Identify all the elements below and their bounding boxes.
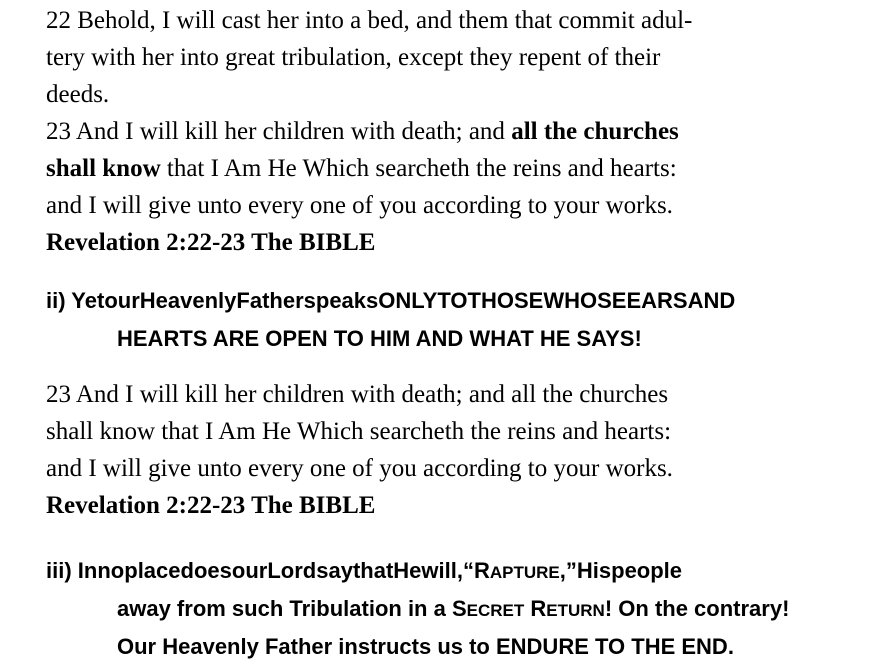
point-word: no	[97, 558, 125, 583]
point-word: will,	[421, 558, 463, 583]
point-ii	[46, 282, 862, 358]
point-text: away from such Tribulation in a	[117, 596, 452, 621]
point-word: place	[124, 558, 181, 583]
scripture-block-1	[46, 2, 692, 261]
point-word: He	[393, 558, 422, 583]
point-word: say	[316, 558, 353, 583]
punctuation: ,”	[559, 558, 577, 583]
point-word: that	[352, 558, 394, 583]
point-word: In	[77, 558, 98, 583]
small-caps-text: ETURN	[546, 601, 605, 620]
small-caps-text: ECRET	[466, 601, 525, 620]
verse-line	[46, 113, 692, 150]
point-line	[46, 552, 862, 590]
emphasis-text: all the churches	[511, 118, 679, 145]
point-word: our	[104, 288, 140, 313]
verse-line: and I will give unto every one of you according to your works.	[46, 455, 673, 482]
point-word: THOSE	[467, 288, 544, 313]
scripture-block-2	[46, 376, 673, 524]
point-word: our	[231, 558, 268, 583]
small-caps-initial: “R	[462, 558, 490, 583]
point-word: Yet	[71, 288, 105, 313]
point-word: does	[180, 558, 232, 583]
point-word: AND	[687, 288, 736, 313]
point-word: WHOSE	[543, 288, 627, 313]
verse-text: that I Am He Which searcheth the reins and hearts:	[160, 155, 677, 182]
point-word: EARS	[626, 288, 688, 313]
point-iii	[46, 552, 862, 666]
point-text: ! On the contrary!	[604, 596, 790, 621]
point-word: Heavenly	[139, 288, 237, 313]
point-word: ONLY	[378, 288, 438, 313]
point-word: Father	[236, 288, 304, 313]
point-word: Lord	[267, 558, 317, 583]
small-caps-initial: S	[451, 596, 467, 621]
point-word: people	[611, 558, 683, 583]
list-marker: ii)	[46, 288, 66, 313]
point-word: TO	[437, 288, 468, 313]
verse-line: tery with her into great tribulation, except they repent of their	[46, 44, 661, 71]
point-line: HEARTS ARE OPEN TO HIM AND WHAT HE SAYS!	[117, 326, 642, 351]
verse-line: 22 Behold, I will cast her into a bed, and them that commit adul-	[46, 7, 693, 34]
scripture-reference: Revelation 2:22-23 The BIBLE	[46, 492, 376, 519]
verse-line: and I will give unto every one of you according to your works.	[46, 192, 673, 219]
verse-text: 23 And I will kill her children with death; and	[46, 118, 512, 145]
rapture-word	[463, 558, 577, 583]
emphasis-text: shall know	[46, 155, 161, 182]
verse-line: shall know that I Am He Which searcheth the reins and hearts:	[46, 418, 672, 445]
point-line: Our Heavenly Father instructs us to ENDURE TO THE END.	[117, 634, 734, 659]
small-caps-initial: R	[530, 596, 547, 621]
point-word: His	[576, 558, 612, 583]
list-marker: iii)	[46, 558, 72, 583]
point-line	[46, 590, 862, 628]
verse-line: deeds.	[46, 81, 110, 108]
point-word: speaks	[303, 288, 379, 313]
small-caps-text: APTURE	[489, 563, 560, 582]
point-line	[46, 282, 862, 320]
scripture-reference: Revelation 2:22-23 The BIBLE	[46, 229, 376, 256]
verse-line	[46, 150, 692, 187]
verse-line: 23 And I will kill her children with death; and all the churches	[46, 381, 669, 408]
